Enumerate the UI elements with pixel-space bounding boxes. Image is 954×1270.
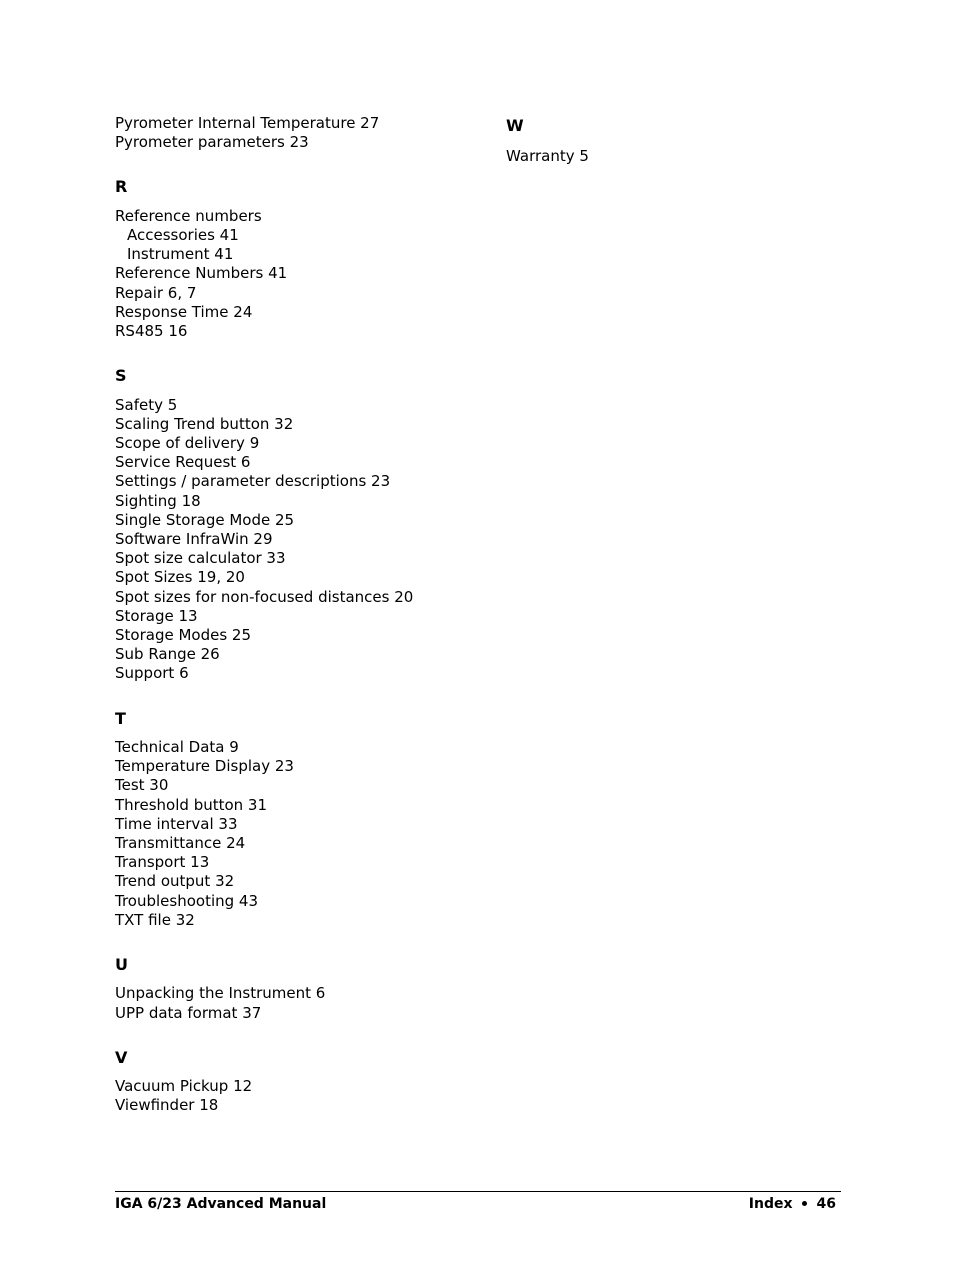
- index-left-column: [115, 114, 495, 1116]
- index-entry: TXT file 32: [115, 910, 195, 929]
- index-entry: Threshold button 31: [115, 795, 268, 814]
- index-entry: Storage Modes 25: [115, 625, 251, 644]
- index-entry: Technical Data 9: [115, 738, 239, 756]
- index-entry: Trend output 32: [115, 872, 235, 891]
- index-entry: Reference numbers: [115, 206, 262, 225]
- index-entry: Scaling Trend button 32: [115, 414, 294, 433]
- index-entry: Scope of delivery 9: [115, 434, 260, 453]
- index-entry: Service Request 6: [115, 453, 251, 472]
- footer-page-info: [749, 1195, 836, 1213]
- index-subentry: Instrument 41: [127, 245, 234, 264]
- index-entry: Test 30: [115, 776, 169, 795]
- index-entry: Storage 13: [115, 606, 198, 625]
- index-entry: Response Time 24: [115, 302, 253, 321]
- index-letter-heading: R: [115, 177, 128, 197]
- index-letter-heading: V: [115, 1047, 128, 1067]
- index-entry: Warranty 5: [506, 147, 589, 165]
- index-entry: Settings / parameter descriptions 23: [115, 472, 391, 491]
- index-entry: RS485 16: [115, 322, 188, 340]
- index-entry: Pyrometer parameters 23: [115, 133, 309, 152]
- index-entry: Pyrometer Internal Temperature 27: [115, 114, 380, 132]
- index-entry: Viewfinder 18: [115, 1096, 219, 1115]
- index-letter-heading: W: [506, 116, 524, 135]
- index-entry: Spot Sizes 19, 20: [115, 568, 245, 587]
- page-footer: [115, 1191, 841, 1212]
- index-letter-heading: T: [115, 708, 126, 728]
- manual-title: IGA 6/23 Advanced Manual: [115, 1196, 327, 1212]
- index-entry: Transport 13: [115, 853, 210, 872]
- index-entry: Temperature Display 23: [115, 757, 294, 776]
- index-entry: Sub Range 26: [115, 645, 220, 664]
- index-subentry: Accessories 41: [127, 226, 239, 245]
- index-entry: Vacuum Pickup 12: [115, 1077, 253, 1096]
- index-entry: Unpacking the Instrument 6: [115, 984, 326, 1003]
- index-entry: Reference Numbers 41: [115, 264, 288, 283]
- index-entry: Transmittance 24: [115, 833, 246, 852]
- index-letter-heading: S: [115, 366, 127, 386]
- page-number: 46: [816, 1196, 836, 1212]
- index-entry: Support 6: [115, 664, 189, 683]
- index-entry: Spot sizes for non-focused distances 20: [115, 587, 414, 606]
- bullet-separator-icon: [802, 1201, 807, 1206]
- section-name: Index: [748, 1196, 793, 1212]
- index-entry: Software InfraWin 29: [115, 530, 273, 548]
- index-entry: Safety 5: [115, 395, 178, 414]
- index-entry: Single Storage Mode 25: [115, 510, 295, 529]
- index-right-column: [506, 114, 836, 166]
- index-entry: Time interval 33: [115, 814, 238, 833]
- index-entry: Troubleshooting 43: [115, 891, 259, 910]
- index-entry: Repair 6, 7: [115, 283, 197, 302]
- index-entry: Spot size calculator 33: [115, 549, 286, 568]
- index-entry: Sighting 18: [115, 491, 201, 510]
- index-letter-heading: U: [115, 954, 128, 974]
- index-entry: UPP data format 37: [115, 1003, 262, 1022]
